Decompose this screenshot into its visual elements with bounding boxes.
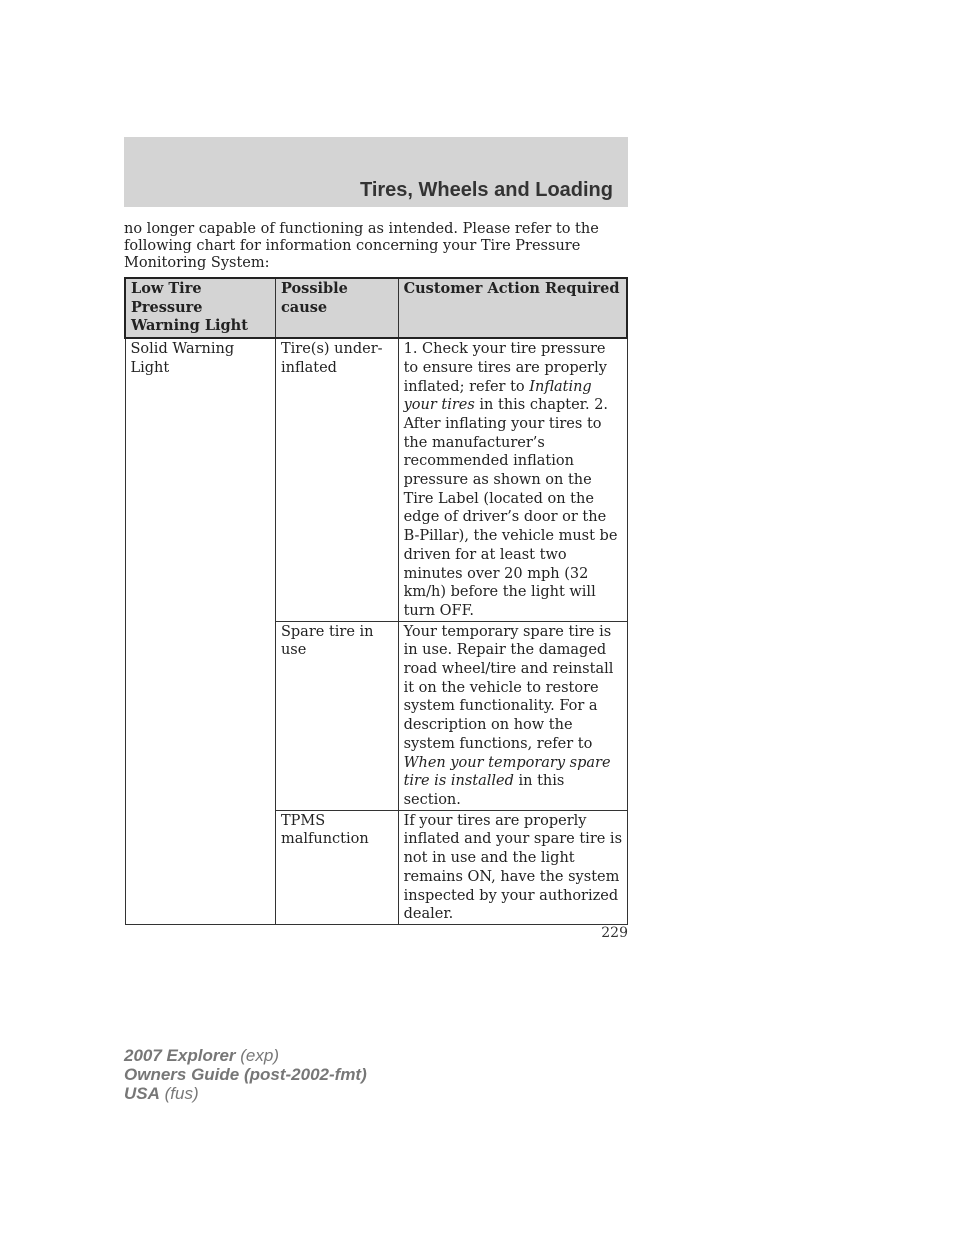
header-possible-cause: Possible cause — [275, 278, 398, 338]
header-warning-light: Low Tire Pressure Warning Light — [125, 278, 275, 338]
cause-cell: TPMS malfunction — [275, 810, 398, 924]
action-text: 1. Check your tire pressure to ensure tires are properly inflated; refer to — [403, 341, 607, 395]
action-reference: When your temporary spare tire is installed — [403, 754, 611, 790]
footer-market-code: (fus) — [164, 1084, 199, 1103]
table-row — [125, 338, 627, 621]
footer-line-guide — [124, 1065, 367, 1084]
document-footer — [124, 1046, 367, 1103]
tpms-chart-table — [124, 277, 628, 925]
cause-cell: Tire(s) under-inflated — [275, 338, 398, 621]
footer-model: 2007 Explorer — [124, 1046, 236, 1065]
warning-light-cell: Solid Warning Light — [125, 338, 275, 924]
table-header-row — [125, 278, 627, 338]
page-number: 229 — [601, 925, 628, 941]
footer-line-model — [124, 1046, 367, 1065]
action-reference: Inflating your tires — [403, 378, 592, 414]
intro-paragraph: no longer capable of functioning as intended. Please refer to the following chart for information concerning your Tire Pressure Monitoring System: — [124, 221, 599, 271]
action-cell — [398, 621, 627, 810]
footer-guide: Owners Guide (post-2002-fmt) — [124, 1065, 367, 1084]
action-cell — [398, 338, 627, 621]
cause-cell: Spare tire in use — [275, 621, 398, 810]
header-band — [124, 137, 628, 207]
action-text: in this section. — [403, 773, 565, 808]
footer-market: USA — [124, 1084, 160, 1103]
action-text: Your temporary spare tire is in use. Repair the damaged road wheel/tire and reinstall it on the vehicle to restore system functionality. For a description on how the system functions, refer to — [403, 623, 614, 752]
action-cell: If your tires are properly inflated and your spare tire is not in use and the light remains ON, have the system inspected by your authorized dealer. — [398, 810, 627, 924]
footer-line-market — [124, 1084, 367, 1103]
action-text: in this chapter. 2. After inflating your tires to the manufacturer’s recommended inflation pressure as shown on the Tire Label (located on the edge of driver’s door or the B-Pillar), the vehicle must be driven for at least two minutes over 20 mph (32 km/h) before the light will turn OFF. — [403, 397, 618, 619]
header-customer-action: Customer Action Required — [398, 278, 627, 338]
section-title: Tires, Wheels and Loading — [359, 179, 613, 201]
footer-model-code: (exp) — [240, 1046, 279, 1065]
